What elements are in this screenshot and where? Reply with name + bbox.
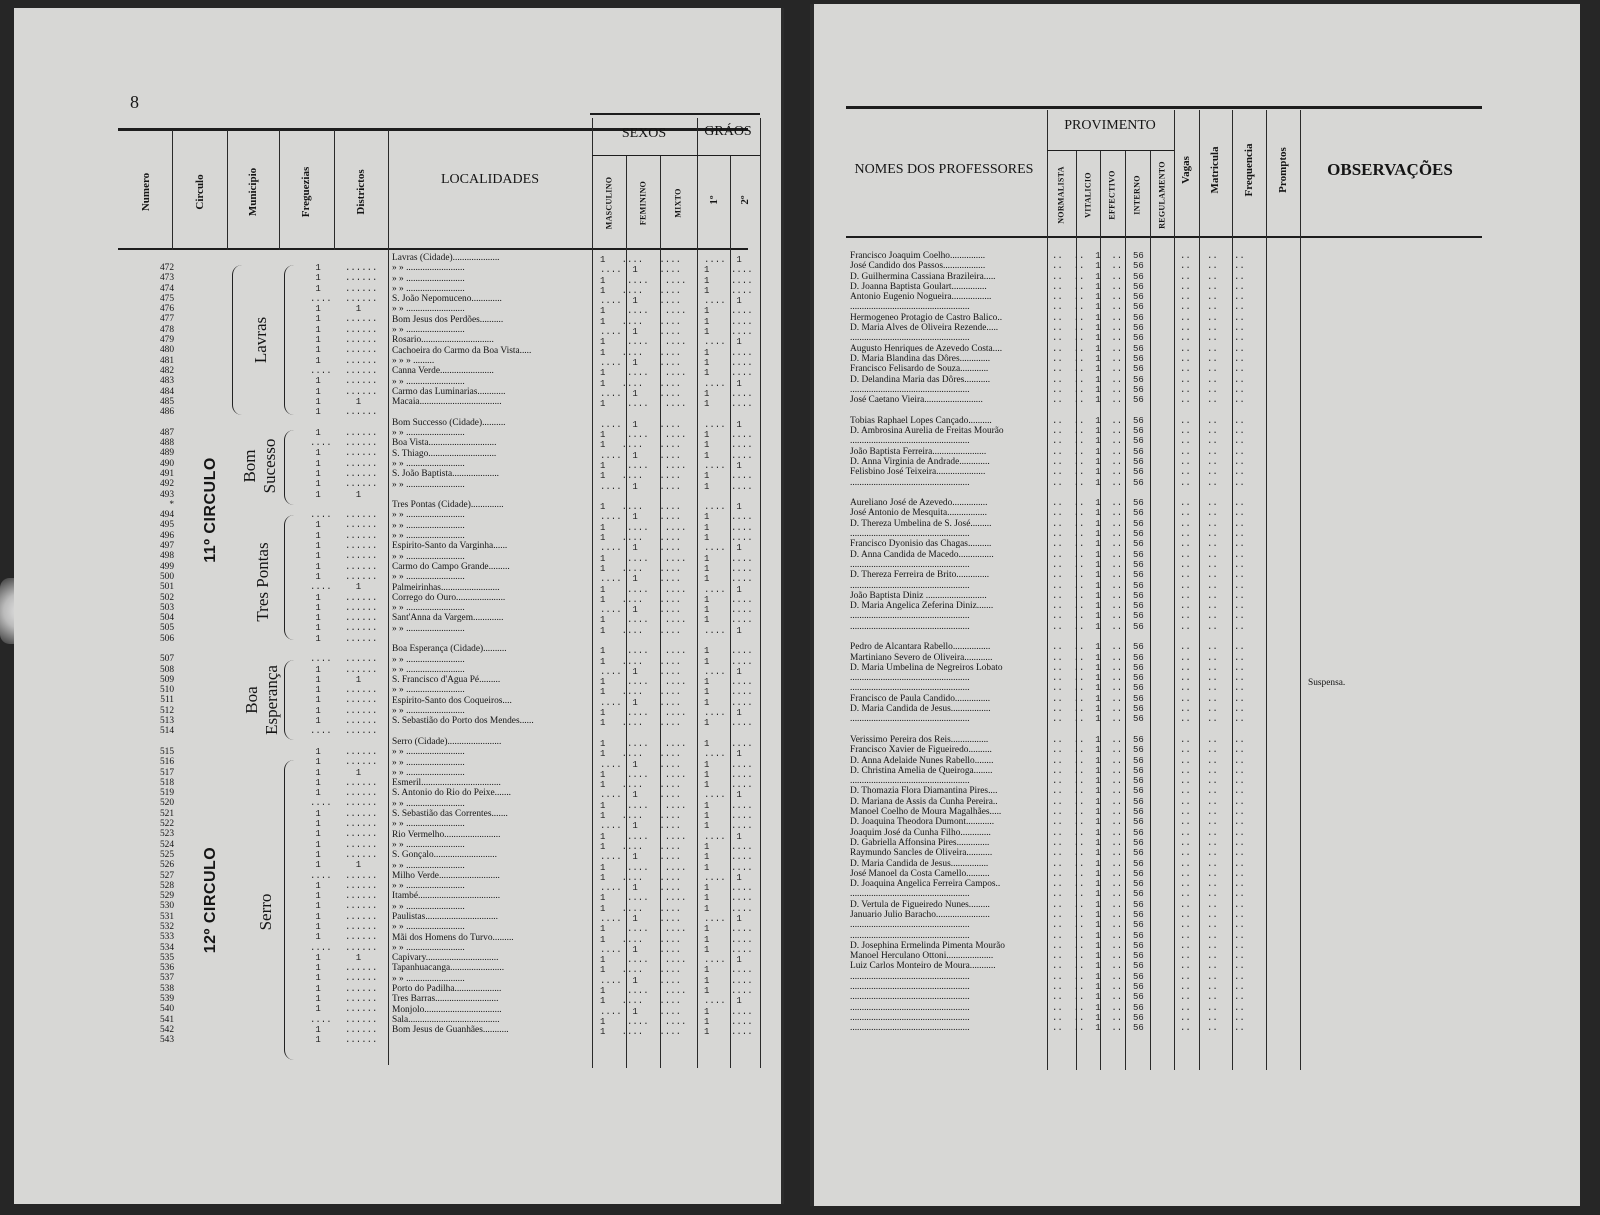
localidade-cell: » » ......................... <box>392 283 465 294</box>
numero-cell: 538 <box>159 983 174 994</box>
localidade-cell: » » ......................... <box>392 839 465 850</box>
header-interno: INTERNO <box>1132 175 1142 215</box>
professor-cell <box>850 405 1046 415</box>
localidade-cell: » » ......................... <box>392 798 465 809</box>
professor-cell: D. Maria Candida de Jesus................ <box>850 858 989 869</box>
numero-cell: 525 <box>159 849 174 860</box>
numero-cell: 512 <box>159 705 174 716</box>
numero-cell: 539 <box>159 994 174 1005</box>
numero-cell: 490 <box>159 458 174 469</box>
header-municipio: Municipio <box>247 167 259 217</box>
header-circulo: Circulo <box>194 174 206 210</box>
localidade-cell: Paulistas............................... <box>392 912 498 922</box>
professor-cell: Verissimo Pereira dos Reis................ <box>850 734 989 745</box>
localidade-cell: Mãi dos Homens do Turvo......... <box>392 932 514 943</box>
professor-cell: ................................................... <box>850 580 970 591</box>
professor-cell: D. Joaquina Angelica Ferreira Campos.. <box>850 879 1001 890</box>
header-localidades: LOCALIDADES <box>441 172 539 187</box>
professor-cell: ................................................... <box>850 920 970 931</box>
professor-cell: D. Thereza Ferreira de Brito.............. <box>850 570 990 581</box>
numero-cell: 497 <box>159 541 174 552</box>
localidade-cell: Canna Verde....................... <box>392 366 494 377</box>
localidade-cell: » » ......................... <box>392 520 465 531</box>
localidade-cell: Espirito-Santo da Varginha...... <box>392 541 508 552</box>
professor-cell: D. Maria Alves de Oliveira Rezende..... <box>850 323 999 334</box>
localidade-cell: Milho Verde.......................... <box>392 870 500 881</box>
professor-cell: ................................................... <box>850 477 970 488</box>
localidade-cell: Tres Barras........................... <box>392 994 499 1005</box>
localidade-cell: S. Gonçalo........................... <box>392 850 497 861</box>
professor-cell: D. Gabriella Affonsina Pires.............. <box>850 837 990 848</box>
professores-column <box>850 251 1046 1034</box>
localidade-cell: » » » ......... <box>392 355 435 366</box>
header-numero: Numero <box>140 172 152 212</box>
professor-cell: Francisco Felisardo de Souza............ <box>850 364 989 375</box>
numero-cell: 475 <box>159 293 174 304</box>
localidade-cell: Rio Vermelho........................ <box>392 829 501 840</box>
municipio-serro: Serro <box>256 893 275 931</box>
numero-cell: 518 <box>159 777 174 788</box>
professor-cell: ................................................... <box>850 529 970 540</box>
localidade-cell <box>392 634 582 644</box>
header-normalista: NORMALISTA <box>1056 166 1066 224</box>
professor-cell <box>850 725 1046 735</box>
col-divider <box>172 130 173 250</box>
localidade-cell: Tres Pontas (Cidade).............. <box>392 500 504 511</box>
header-provimento: PROVIMENTO <box>1064 118 1156 133</box>
professor-cell: Augusto Henriques de Azevedo Costa.... <box>850 343 1003 354</box>
professor-cell: Francisco Xavier de Figueiredo.......... <box>850 745 992 756</box>
professor-cell: ................................................... <box>850 436 970 447</box>
circle-12-label: 12º CIRCULO <box>202 846 219 954</box>
localidade-cell: » » ......................... <box>392 881 465 892</box>
col-divider <box>388 130 389 1065</box>
professor-cell: Francisco de Paula Candido............... <box>850 693 991 704</box>
localidade-cell: » » ......................... <box>392 973 465 984</box>
localidade-cell: Boa Esperança (Cidade).......... <box>392 644 507 655</box>
numero-cell: 520 <box>159 798 174 809</box>
municipio-boa-esperanca-1: Boa <box>242 686 261 714</box>
header-nomes: NOMES DOS PROFESSORES <box>854 162 1034 177</box>
numero-cell: 480 <box>159 345 174 356</box>
top-rule-right <box>846 106 1482 109</box>
professor-cell: ................................................... <box>850 1002 970 1013</box>
numero-cell: 541 <box>159 1014 174 1025</box>
professor-cell: Pedro de Alcantara Rabello................ <box>850 642 991 653</box>
circle-11-label: 11º CIRCULO <box>202 457 219 563</box>
localidade-cell: » » ......................... <box>392 325 465 336</box>
localidade-cell: Porto do Padilha.................... <box>392 984 502 995</box>
professor-cell: D. Anna Candida de Macedo............... <box>850 549 994 560</box>
professor-cell: D. Christina Amelia de Queiroga........ <box>850 765 993 776</box>
header-grau1: 1º <box>708 195 720 205</box>
localidade-cell: S. Sebastião do Porto dos Mendes...... <box>392 716 534 727</box>
provimento-marks: .. .. 1 .. 56 .. .. 1 .. 56 .. .. 1 .. 56 .. .. 1 .. 56 .. .. 1 .. 56 .. .. 1 .. 56 .. .. 1 .. 56 .. .. 1 .. 56 .. .. 1 .. 56 .. .. 1 .. 56 .. .. 1 .. 56 .. .. 1 .. 56 .. .. 1 .. 56 .. .. 1 .. 56 .. .. 1 .. 56 .. .. 1 .. 56 .. .. 1 .. 56 .. .. 1 .. 56 .. .. 1 .. 56 .. .. 1 .. 56 .. .. 1 .. 56 .. .. 1 .. 56 .. .. 1 .. 56 .. .. 1 .. 56 .. .. 1 .. 56 .. .. 1 .. 56 .. .. 1 .. 56 .. .. 1 .. 56 .. .. 1 .. 56 .. .. 1 .. 56 .. .. 1 .. 56 .. .. 1 .. 56 .. .. 1 .. 56 .. .. 1 .. 56 .. .. 1 .. 56 .. .. 1 .. 56 .. .. 1 .. 56 .. .. 1 .. 56 .. .. 1 .. 56 .. .. 1 .. 56 .. .. 1 .. 56 .. .. 1 .. 56 .. .. 1 .. 56 .. .. 1 .. 56 .. .. 1 .. 56 .. .. 1 .. 56 .. .. 1 .. 56 .. .. 1 .. 56 .. .. 1 .. 56 .. .. 1 .. 56 .. .. 1 .. 56 .. .. 1 .. 56 .. .. 1 .. 56 .. .. 1 .. 56 .. .. 1 .. 56 .. .. 1 .. 56 .. .. 1 .. 56 .. .. 1 .. 56 .. .. 1 .. 56 .. .. 1 .. 56 .. .. 1 .. 56 .. .. 1 .. 56 .. .. 1 .. 56 .. .. 1 .. 56 .. .. 1 .. 56 .. .. 1 .. 56 .. .. 1 .. 56 .. .. 1 .. 56 .. .. 1 .. 56 .. .. 1 .. 56 .. .. 1 .. 56 .. .. 1 .. 56 <box>1052 251 1144 1034</box>
numero-cell: 482 <box>159 365 174 376</box>
header-effectivo: EFFECTIVO <box>1107 170 1117 220</box>
numero-cell: 524 <box>159 839 174 850</box>
professor-cell: ................................................... <box>850 982 970 993</box>
professor-cell: Manoel Coelho de Moura Magalhães..... <box>850 807 1002 818</box>
numero-cell <box>138 644 174 654</box>
numero-cell: 530 <box>159 901 174 912</box>
localidade-cell: » » ......................... <box>392 685 465 696</box>
header-frequencia: Frequencia <box>1243 143 1255 197</box>
numero-cell: 533 <box>159 932 174 943</box>
header-freguezias: Freguezias <box>300 166 312 218</box>
header-feminino: FEMININO <box>638 180 648 226</box>
professor-cell: D. Maria Angelica Zeferina Diniz....... <box>850 601 994 612</box>
professor-cell: José Antonio de Mesquita................. <box>850 508 987 519</box>
localidade-cell: Sala....................................... <box>392 1014 500 1025</box>
professor-cell <box>850 632 1046 642</box>
numero-cell: 532 <box>159 922 174 932</box>
numero-cell: 536 <box>159 963 174 974</box>
numero-cell: 479 <box>159 335 174 346</box>
localidade-cell: » » ......................... <box>392 376 465 387</box>
header-districtos: Districtos <box>355 169 367 215</box>
professor-cell: Luiz Carlos Monteiro de Moura........... <box>850 961 996 972</box>
localidade-cell: » » ......................... <box>392 603 465 614</box>
numero-cell: 476 <box>159 304 174 315</box>
numero-cell: 501 <box>159 582 174 593</box>
professor-cell: D. Josephina Ermelinda Pimenta Mourão <box>850 940 1005 951</box>
localidade-cell: Cachoeira do Carmo da Boa Vista..... <box>392 345 532 356</box>
professor-cell: D. Anna Virginia de Andrade............. <box>850 456 990 467</box>
numero-cell: 523 <box>159 829 174 840</box>
professor-cell: ................................................... <box>850 1023 970 1034</box>
numero-cell: 488 <box>159 438 174 449</box>
localidade-cell: S. João Baptista.................... <box>392 469 500 480</box>
professor-cell: D. Guilhermina Cassiana Brazileira..... <box>850 271 996 282</box>
localidade-cell: S. Antonio do Rio do Peixe....... <box>392 788 512 799</box>
professor-cell: ................................................... <box>850 302 970 313</box>
professor-cell: D. Vertula de Figueiredo Nunes......... <box>850 899 990 910</box>
localidade-cell <box>392 727 582 737</box>
professor-cell: Tobias Raphael Lopes Cançado.......... <box>850 415 992 426</box>
professor-cell: D. Maria Umbelina de Negreiros Lobato <box>850 662 1003 673</box>
municipio-lavras: Lavras <box>251 316 270 364</box>
localidade-cell: Bom Jesus de Guanhães........... <box>392 1025 509 1036</box>
numero-cell: 534 <box>159 942 174 953</box>
localidade-cell: Carmo das Luminarias............ <box>392 386 506 397</box>
localidade-cell: Bom Successo (Cidade).......... <box>392 417 506 428</box>
localidade-cell: » » ......................... <box>392 428 465 439</box>
localidade-cell <box>392 407 582 417</box>
provimento-underline <box>1047 150 1174 151</box>
localidade-cell: » » ......................... <box>392 572 465 583</box>
professor-cell: ................................................... <box>850 889 970 900</box>
professor-cell: ................................................... <box>850 611 970 622</box>
localidade-cell: Corrego do Ouro..................... <box>392 592 506 603</box>
professor-cell: ................................................... <box>850 683 970 694</box>
professor-cell: ................................................... <box>850 1012 970 1023</box>
localidade-cell: » » ......................... <box>392 901 465 912</box>
localidade-cell: Esmeril.................................. <box>392 778 501 789</box>
numero-cell: 526 <box>159 860 174 871</box>
localidade-cell: » » ......................... <box>392 664 465 675</box>
numero-cell <box>138 417 174 427</box>
numero-cell: * <box>169 499 174 510</box>
numero-cell: 505 <box>159 623 174 634</box>
localidade-cell: » » ......................... <box>392 654 465 665</box>
municipio-brace <box>232 265 242 415</box>
localidade-cell: » » ......................... <box>392 819 465 830</box>
numero-cell: 542 <box>159 1024 174 1035</box>
numero-cell: 498 <box>159 551 174 562</box>
localidade-cell: » » ......................... <box>392 942 465 953</box>
professor-cell: ................................................... <box>850 621 970 632</box>
professor-cell: José Candido dos Passos.................. <box>850 261 986 272</box>
professor-cell: Manoel Herculano Ottoni.................... <box>850 951 994 962</box>
numero-cell: 519 <box>159 788 174 799</box>
numero-column <box>138 263 174 1046</box>
numero-cell: 531 <box>159 911 174 922</box>
professor-cell: João Baptista Diniz .......................... <box>850 590 987 601</box>
numero-cell: 472 <box>159 263 174 273</box>
numero-cell: 515 <box>159 746 174 757</box>
numero-cell: 485 <box>159 396 174 407</box>
header-mixto: MIXTO <box>673 188 683 218</box>
numero-cell: 540 <box>159 1004 174 1015</box>
numero-cell: 495 <box>159 520 174 531</box>
numero-cell: 511 <box>160 695 174 706</box>
freguezias-marks: 1 1 1 .... 1 1 1 1 1 1 .... 1 1 1 1 1 .... 1 1 1 1 1 .... 1 1 1 1 1 1 .... 1 1 1 1 1 .... 1 1 1 1 1 1 .... 1 1 1 1 1 .... 1 1 1 1 1 1 .... 1 1 1 1 1 1 .... 1 1 1 1 1 1 .... 1 1 <box>310 263 332 1046</box>
localidade-cell: » » ......................... <box>392 747 465 758</box>
professor-cell: João Baptista Ferreira....................... <box>850 446 987 457</box>
localidade-cell: » » ......................... <box>392 922 465 933</box>
col-divider <box>1174 110 1175 1070</box>
localidade-cell: Serro (Cidade)....................... <box>392 736 502 747</box>
localidade-cell: Rosario............................... <box>392 335 494 346</box>
localidade-cell: » » ......................... <box>392 458 465 469</box>
professor-cell: D. Joaquina Theodora Dumont............ <box>850 817 995 828</box>
professor-cell: Francisco Dyonisio das Chagas.......... <box>850 539 992 550</box>
observacao-suspensa: Suspensa. <box>1308 678 1346 688</box>
localidade-cell: » » ......................... <box>392 263 465 274</box>
professor-cell: Januario Julio Baracho....................... <box>850 910 990 920</box>
professor-cell: ................................................... <box>850 992 970 1003</box>
header-observacoes: OBSERVAÇÕES <box>1327 160 1453 179</box>
col-divider <box>592 118 593 1068</box>
professor-cell: D. Thereza Umbelina de S. José......... <box>850 518 992 529</box>
professor-cell: Felisbino José Teixeira..................... <box>850 467 986 478</box>
numero-cell: 507 <box>159 654 174 665</box>
professor-cell: Hermogeneo Protagio de Castro Balico.. <box>850 312 1003 323</box>
col-divider <box>334 130 335 250</box>
col-divider <box>227 130 228 250</box>
localidade-cell: Tapanhuacanga....................... <box>392 963 505 974</box>
numero-cell: 527 <box>159 870 174 881</box>
professor-cell: Antonio Eugenio Nogueira................. <box>850 292 992 303</box>
numero-cell: 513 <box>159 716 174 727</box>
upper-rule-left <box>590 113 760 115</box>
professor-cell: José Caetano Vieira......................... <box>850 395 983 406</box>
col-divider <box>279 130 280 250</box>
sexos-marks: 1 .... .... .... 1 .... 1 .... .... 1 .... .... .... 1 .... 1 .... .... 1 .... .... .... 1 .... 1 .... .... 1 .... .... .... 1 .... 1 .... .... 1 .... .... .... 1 .... 1 .... .... .... 1 .... 1 .... .... 1 .... .... .... 1 .... 1 .... .... 1 .... .... .... 1 .... 1 .... .... .... 1 .... 1 .... .... 1 .... .... .... 1 .... 1 .... .... 1 .... .... .... 1 .... 1 .... .... 1 .... .... .... 1 .... 1 .... .... 1 .... .... 1 .... .... 1 .... .... .... 1 .... 1 .... .... 1 .... .... .... 1 .... 1 .... .... 1 .... .... 1 .... .... 1 .... .... .... 1 .... 1 .... .... 1 .... .... .... 1 .... 1 .... .... 1 .... .... .... 1 .... 1 .... .... 1 .... .... .... 1 .... 1 .... .... 1 .... .... .... 1 .... 1 .... .... 1 .... .... .... 1 .... 1 .... .... 1 .... .... .... 1 .... 1 .... .... 1 .... .... .... 1 .... 1 .... .... 1 .... .... .... 1 .... 1 .... .... 1 .... .... <box>600 255 687 1038</box>
districtos-marks: ...... ...... ...... ...... 1 ...... ...... ...... ...... ...... ...... ...... ...... 1 ...... ...... ...... ...... ...... ...... ...... 1 ...... ...... ...... ...... ...... ...... ...... 1 ...... ...... ...... ...... ...... ...... ...... 1 ...... ...... ...... ...... ...... ...... ...... 1 ...... ...... ...... ...... ...... ...... ...... ...... 1 ...... ...... ...... ...... ...... ...... ...... ...... 1 ...... ...... ...... ...... ...... ...... ...... ...... <box>345 263 378 1046</box>
header-bottom-rule-left <box>118 248 748 250</box>
numero-cell: 474 <box>159 283 174 294</box>
numero-cell: 516 <box>159 757 174 768</box>
numero-cell: 502 <box>159 592 174 603</box>
numero-cell: 492 <box>159 479 174 490</box>
freguezia-brace <box>284 760 294 1060</box>
localidade-cell: Sant'Anna da Vargem............. <box>392 613 504 624</box>
professor-cell: D. Anna Adelaide Nunes Rabello........ <box>850 755 994 766</box>
localidade-cell: » » ......................... <box>392 531 465 542</box>
numero-cell: 478 <box>159 324 174 335</box>
localidade-cell: Palmeirinhas......................... <box>392 582 500 593</box>
professor-cell: Francisco Joaquim Coelho............... <box>850 251 986 261</box>
numero-cell: 508 <box>159 664 174 675</box>
professor-cell: ................................................... <box>850 776 970 787</box>
header-masculino: MASCULINO <box>604 176 614 230</box>
numero-cell: 529 <box>159 891 174 902</box>
numero-cell: 506 <box>159 633 174 644</box>
col-divider <box>1150 150 1151 1070</box>
localidade-cell: » » ......................... <box>392 860 465 871</box>
header-matricula: Matricula <box>1209 146 1221 194</box>
header-regulamento: REGULAMENTO <box>1157 161 1167 229</box>
numero-cell: 537 <box>159 973 174 984</box>
localidade-cell: » » ......................... <box>392 757 465 768</box>
municipio-tres-pontas: Tres Pontas <box>253 542 272 622</box>
numero-cell: 504 <box>159 613 174 624</box>
municipio-bom-sucesso-2: Sucesso <box>260 438 279 494</box>
municipio-boa-esperanca-2: Esperança <box>262 665 281 735</box>
freguezia-brace <box>284 515 294 640</box>
localidade-cell: » » ......................... <box>392 304 465 315</box>
graos-marks: .... 1 1 .... 1 .... 1 .... .... 1 1 .... 1 .... 1 .... .... 1 1 .... 1 .... 1 .... .... 1 1 .... 1 .... .... 1 1 .... 1 .... 1 .... .... 1 1 .... 1 .... .... 1 1 .... 1 .... 1 .... .... 1 1 .... 1 .... 1 .... .... 1 1 .... 1 .... 1 .... .... 1 1 .... 1 .... .... 1 1 .... 1 .... 1 .... .... 1 1 .... 1 .... .... 1 1 .... 1 .... 1 .... .... 1 1 .... 1 .... 1 .... .... 1 1 .... 1 .... 1 .... .... 1 1 .... 1 .... 1 .... .... 1 1 .... 1 .... 1 .... .... 1 1 .... 1 .... 1 .... .... 1 1 .... 1 .... 1 .... <box>704 255 753 1038</box>
numero-cell: 486 <box>159 407 174 418</box>
header-bottom-rule-right <box>846 236 1482 238</box>
localidade-cell: » » ......................... <box>392 510 465 521</box>
freguezia-brace <box>284 265 294 415</box>
localidade-cell: » » ......................... <box>392 551 465 562</box>
col-divider <box>760 118 761 1068</box>
numero-cell: 481 <box>159 355 174 366</box>
professor-cell: Joaquim José da Cunha Filho............. <box>850 827 991 838</box>
localidade-cell: Carmo do Campo Grande......... <box>392 561 510 572</box>
professor-cell: ................................................... <box>850 673 970 684</box>
numero-cell: 499 <box>159 561 174 572</box>
numero-cell: 509 <box>159 674 174 685</box>
numero-cell: 491 <box>159 468 174 479</box>
header-grau2: 2º <box>739 195 751 205</box>
matricula-frequencia-marks: .. .. .. .. .. .. .. .. .. .. .. .. .. .. .. .. .. .. .. .. .. .. .. .. .. .. .. .. .. .. .. .. .. .. .. .. .. .. .. .. .. .. .. .. .. .. .. .. .. .. .. .. .. .. .. .. .. .. .. .. .. .. .. .. .. .. .. .. .. .. .. .. .. .. .. .. .. .. .. .. .. .. .. .. .. .. .. .. .. .. .. .. .. .. .. .. .. .. .. .. .. .. .. .. .. .. .. .. .. .. .. .. .. .. .. .. .. .. .. .. .. .. .. .. .. .. .. .. .. .. .. .. .. .. .. .. .. .. .. .. .. .. .. .. .. .. .. .. .. .. .. .. .. .. .. .. .. .. .. .. .. .. .. .. .. .. .. .. .. .. .. .. .. .. .. .. .. .. .. .. .. .. .. .. .. .. .. .. .. .. .. .. .. .. .. .. .. .. .. .. .. .. .. .. .. .. .. .. .. .. .. .. .. .. .. .. <box>1180 251 1245 1034</box>
col-divider <box>1300 110 1301 1070</box>
professor-cell: Raymundo Sancles de Oliveira........... <box>850 848 993 859</box>
numero-cell: 483 <box>159 376 174 387</box>
numero-cell: 500 <box>159 571 174 582</box>
professor-cell <box>850 488 1046 498</box>
professor-cell: D. Ambrosina Aurelia de Freitas Mourão <box>850 426 1004 437</box>
sexos-underline <box>592 155 697 156</box>
numero-cell: 517 <box>159 767 174 778</box>
professor-cell: ................................................... <box>850 384 970 395</box>
professor-cell: José Manoel da Costa Camello.......... <box>850 868 990 879</box>
localidade-cell: Monjolo................................. <box>392 1004 502 1015</box>
freguezia-brace <box>284 660 294 740</box>
localidade-cell: » » ......................... <box>392 706 465 717</box>
freguezia-brace <box>284 430 294 505</box>
numero-cell: 535 <box>159 952 174 963</box>
localidade-cell: S. Thiago............................. <box>392 448 497 459</box>
numero-cell: 484 <box>159 386 174 397</box>
numero-cell: 521 <box>159 808 174 819</box>
professor-cell: ................................................... <box>850 559 970 570</box>
numero-cell: 473 <box>159 273 174 284</box>
professor-cell: ................................................... <box>850 930 970 941</box>
professor-cell: D. Maria Blandina das Dôres............. <box>850 353 991 364</box>
localidade-cell: » » ......................... <box>392 767 465 778</box>
numero-cell: 543 <box>159 1035 174 1046</box>
localidade-cell: Bom Jesus dos Perdões.......... <box>392 314 504 325</box>
numero-cell: 489 <box>159 448 174 459</box>
col-divider <box>1266 110 1267 1070</box>
numero-cell: 494 <box>159 510 174 521</box>
numero-cell: 528 <box>159 880 174 891</box>
localidade-cell: S. Sebastião das Correntes....... <box>392 809 508 820</box>
numero-cell: 503 <box>159 602 174 613</box>
header-vagas: Vagas <box>1180 156 1192 184</box>
professor-cell: D. Thomazia Flora Diamantina Pires.... <box>850 786 998 797</box>
localidade-cell: » » ......................... <box>392 479 465 490</box>
professor-cell: D. Mariana de Assis da Cunha Pereira.. <box>850 796 998 807</box>
municipio-bom-sucesso-1: Bom <box>240 449 259 483</box>
localidade-cell: Lavras (Cidade).................... <box>392 253 500 263</box>
page-number: 8 <box>130 92 139 112</box>
col-divider <box>697 118 698 1068</box>
localidade-cell: Espirito-Santo dos Coqueiros.... <box>392 695 512 706</box>
professor-cell: D. Delandina Maria das Dôres........... <box>850 374 991 385</box>
localidade-cell: S. João Nepomuceno............. <box>392 294 502 305</box>
professor-cell: ................................................... <box>850 714 970 725</box>
graos-underline <box>697 155 760 156</box>
numero-cell: 496 <box>159 530 174 541</box>
localidade-cell: Capivary............................... <box>392 953 499 964</box>
professor-cell: Aureliano José de Azevedo............... <box>850 498 988 509</box>
professor-cell: D. Joanna Baptista Goulart............... <box>850 281 987 292</box>
header-vitalicio: VITALICIO <box>1083 172 1093 218</box>
professor-cell: ................................................... <box>850 971 970 982</box>
numero-cell: 493 <box>159 489 174 500</box>
numero-cell: 514 <box>159 726 174 737</box>
localidade-cell: » » ......................... <box>392 623 465 634</box>
localidade-cell: Macaia................................... <box>392 397 502 408</box>
localidade-cell <box>392 490 582 500</box>
header-sexos: SEXOS <box>621 126 667 141</box>
localidade-cell: Itambé................................... <box>392 891 501 902</box>
localidade-cell: Boa Vista............................. <box>392 438 497 449</box>
numero-cell: 510 <box>159 685 174 696</box>
professor-cell: ................................................... <box>850 333 970 344</box>
localidades-column <box>392 253 582 1036</box>
numero-cell <box>138 737 174 747</box>
header-promptos: Promptos <box>1277 147 1289 193</box>
professor-cell: Martiniano Severo de Oliveira............ <box>850 652 993 663</box>
numero-cell: 477 <box>159 314 174 325</box>
col-divider <box>1047 110 1048 1070</box>
professor-cell: D. Maria Candida de Jesus................. <box>850 704 991 715</box>
header-graos: GRÁOS <box>704 124 752 139</box>
localidade-cell: » » ......................... <box>392 273 465 284</box>
localidade-cell: S. Francisco d'Agua Pé......... <box>392 675 501 686</box>
numero-cell: 487 <box>159 427 174 438</box>
numero-cell: 522 <box>159 819 174 830</box>
